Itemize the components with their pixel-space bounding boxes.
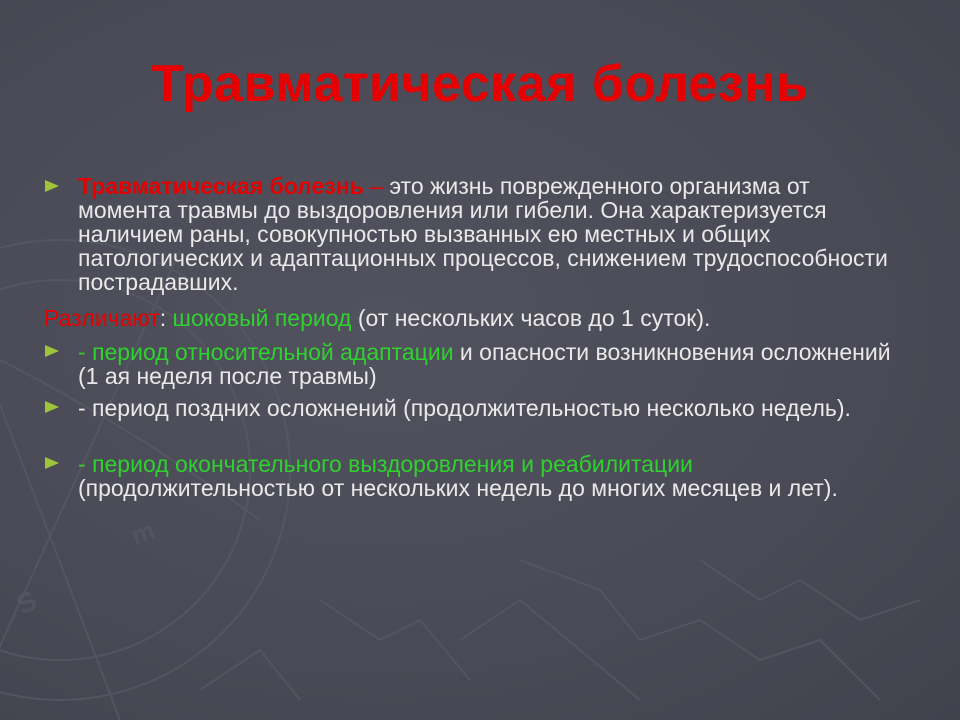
triangle-bullet-icon: [44, 344, 60, 358]
triangle-bullet-icon: [44, 400, 60, 414]
final-recovery-term: период окончательного выздоровления и реабилитации: [92, 451, 693, 477]
triangle-bullet-icon: [44, 456, 60, 470]
adaptation-period-item: [78, 340, 908, 388]
final-recovery-item: [78, 452, 908, 500]
svg-text:m: m: [126, 514, 159, 551]
definition-dash: –: [363, 173, 390, 199]
adaptation-dash: -: [78, 339, 93, 365]
shock-period-text: (от нескольких часов до 1 суток).: [351, 305, 711, 331]
adaptation-period-text: и опасности возникновения осложнений (1 ая неделя после травмы): [78, 339, 891, 389]
triangle-bullet-icon: [44, 179, 60, 193]
slide-title: Травматическая болезнь: [151, 55, 809, 113]
svg-text:S: S: [11, 584, 42, 621]
distinguish-colon: :: [159, 305, 173, 331]
definition-term: Травматическая болезнь: [78, 173, 364, 199]
final-recovery-text: (продолжительностью от нескольких недель до многих месяцев и лет).: [78, 475, 838, 501]
distinguish-line: [44, 306, 914, 330]
definition-paragraph: [78, 174, 908, 294]
adaptation-period-term: период относительной адаптации: [92, 339, 454, 365]
shock-period-term: шоковый период: [172, 305, 352, 331]
late-complications-item: - период поздних осложнений (продолжительностью несколько недель).: [78, 395, 851, 421]
distinguish-label: Различают: [44, 305, 160, 331]
final-dash: -: [78, 451, 93, 477]
definition-text: это жизнь поврежденного организма от момента травмы до выздоровления или гибели. Она характеризуется наличием раны, совокупностью вызванных ею местных и общих патологических и адаптационных процессов, снижением трудоспособности пострадавших.: [78, 173, 888, 295]
